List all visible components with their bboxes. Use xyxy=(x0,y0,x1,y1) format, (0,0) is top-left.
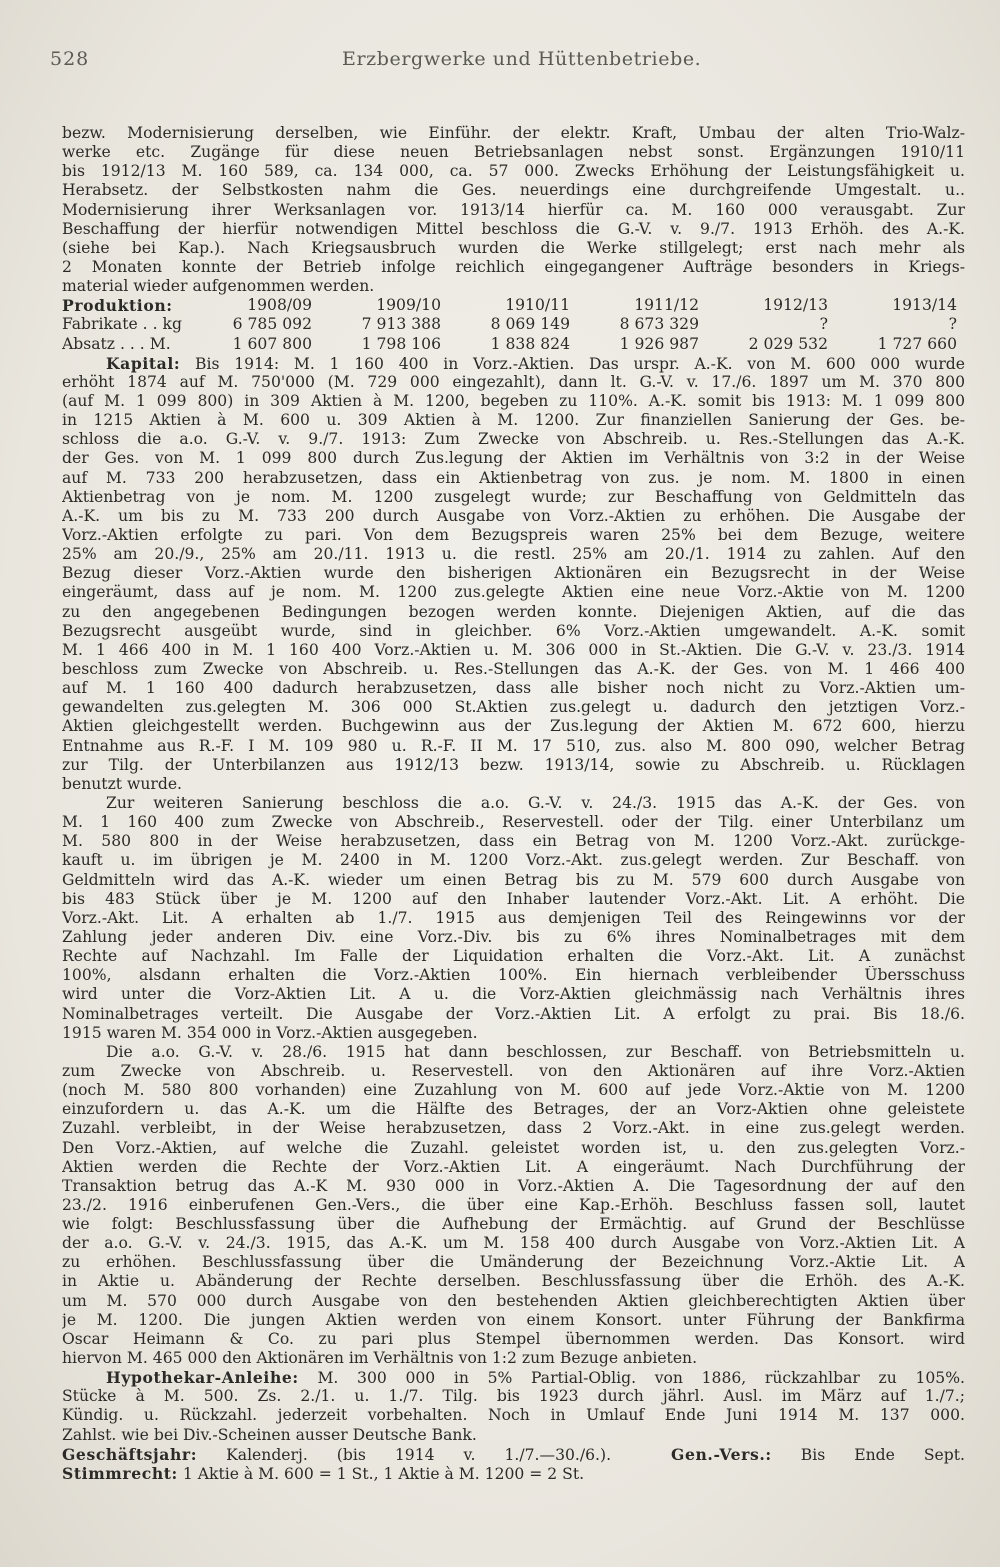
text-line: werke etc. Zugänge für diese neuen Betriebsanlagen nebst sonst. Ergänzungen 1910/11 xyxy=(62,143,965,162)
text-line: bezw. Modernisierung derselben, wie Einführ. der elektr. Kraft, Umbau der alten Trio-Walz- xyxy=(62,124,965,142)
text-line: Aktien gleichgestellt werden. Buchgewinn aus der Zus.legung der Aktien M. 672 600, hierzu xyxy=(62,717,965,736)
production-year: 1908/09 xyxy=(247,296,312,315)
production-cell: ? xyxy=(948,315,957,334)
production-cell: 8 069 149 xyxy=(490,315,570,334)
page-header xyxy=(50,38,964,78)
genvers-text: Bis Ende Sept. xyxy=(771,1445,965,1464)
text-line: material wieder aufgenommen werden. xyxy=(62,277,375,296)
production-year: 1910/11 xyxy=(505,296,570,315)
text-line: 1915 waren M. 354 000 in Vorz.-Aktien ausgegeben. xyxy=(62,1023,478,1042)
text-line: Entnahme aus R.-F. I M. 109 980 u. R.-F. II M. 17 510, zus. also M. 800 090, welcher Betrag xyxy=(62,736,965,755)
kapital-first-text: Bis 1914: M. 1 160 400 in Vorz.-Aktien. Das urspr. A.-K. von M. 600 000 wurde xyxy=(180,354,965,373)
text-line: 23./2. 1916 einberufenen Gen.-Vers., die über eine Kap.-Erhöh. Beschluss fassen soll, lautet xyxy=(62,1195,965,1214)
text-line: um M. 570 000 durch Ausgabe von den bestehenden Aktien gleichberechtigten Aktien über xyxy=(62,1291,965,1310)
production-year: 1911/12 xyxy=(634,296,699,315)
text-line: (auf M. 1 099 800) in 309 Aktien à M. 1200, begeben zu 110%. A.-K. somit bis 1913: M. 1 099 800 xyxy=(62,392,965,411)
text-line: der Ges. von M. 1 099 800 durch Zus.legung der Aktien im Verhältnis von 3:2 in der Weise xyxy=(62,449,965,468)
text-line: schloss die a.o. G.-V. v. 9./7. 1913: Zum Zwecke von Abschreib. u. Res.-Stellungen das A.-K. xyxy=(62,430,965,449)
section-hypothek xyxy=(62,1368,965,1445)
text-line: Zahlst. wie bei Div.-Scheinen ausser Deutsche Bank. xyxy=(62,1425,477,1444)
page-body xyxy=(62,124,965,1483)
text-line: Aktienbetrag von je nom. M. 1200 zusgelegt wurde; zur Beschaffung von Geldmitteln das xyxy=(62,487,965,506)
production-header-row xyxy=(62,296,965,315)
text-line: Die a.o. G.-V. v. 28./6. 1915 hat dann beschlossen, zur Beschaff. von Betriebsmitteln u. xyxy=(106,1042,965,1061)
hypothek-heading: Hypothekar-Anleihe: xyxy=(106,1368,299,1388)
production-cell: 2 029 532 xyxy=(748,334,828,353)
hypothek-body xyxy=(62,1387,965,1444)
text-line: Zahlung jeder anderen Div. eine Vorz.-Div. bis zu 6% ihres Nominalbetrages mit dem xyxy=(62,927,965,946)
para-sanierung-1915 xyxy=(62,794,965,1043)
genvers-heading: Gen.-Vers.: xyxy=(671,1444,772,1464)
production-row-fabrikate xyxy=(62,315,965,334)
production-cell: 7 913 388 xyxy=(361,315,441,334)
text-line: bis 1912/13 M. 160 589, ca. 134 000, ca. 57 000. Zwecks Erhöhung der Leistungsfähigkeit u. xyxy=(62,162,965,181)
text-line: Vorz.-Aktien erfolgte zu pari. Von dem Bezugspreis waren 25% bei dem Bezuge, weitere xyxy=(62,526,965,544)
text-line: (noch M. 580 800 vorhanden) eine Zuzahlung von M. 600 auf jede Vorz.-Aktie von M. 1200 xyxy=(62,1081,965,1100)
text-line: erhöht 1874 auf M. 750'000 (M. 729 000 eingezahlt), dann lt. G.-V. v. 17./6. 1897 um M. 370 800 xyxy=(62,372,965,391)
production-year: 1913/14 xyxy=(892,296,957,315)
text-line: M. 580 800 in der Weise herabzusetzen, dass ein Betrag von M. 1200 Vorz.-Akt. zurückge- xyxy=(62,832,965,851)
production-cell: 1 727 660 xyxy=(877,334,957,353)
text-line: Nominalbetrages verteilt. Die Ausgabe der Vorz.-Aktien Lit. A erfolgt zu prai. Bis 18./6. xyxy=(62,1004,965,1023)
text-line: Bezugsrecht ausgeübt wurde, sind in gleichber. 6% Vorz.-Aktien umgewandelt. A.-K. somit xyxy=(62,621,965,640)
production-row-label: Fabrikate . . kg xyxy=(62,315,182,334)
production-year: 1912/13 xyxy=(763,296,828,315)
text-line: M. 1 466 400 in M. 1 160 400 Vorz.-Aktien u. M. 306 000 in St.-Aktien. Die G.-V. v. 23./3. 1914 xyxy=(62,640,965,659)
production-cell: 8 673 329 xyxy=(619,315,699,334)
para-modernisierung xyxy=(62,124,965,296)
running-title: Erzbergwerke und Hüttenbetriebe. xyxy=(342,48,702,70)
text-line: einzufordern u. das A.-K. um die Hälfte des Betrages, der an Vorz-Aktien ohne geleistete xyxy=(62,1100,965,1119)
text-line: wird unter die Vorz-Aktien Lit. A u. die Vorz-Aktien gleichmässig nach Verhältnis ihres xyxy=(62,985,965,1004)
text-line: bis 483 Stück über je M. 1200 auf den Inhaber lautender Vorz.-Akt. Lit. A erhöht. Die xyxy=(62,889,965,908)
text-line: Bezug dieser Vorz.-Aktien wurde den bisherigen Aktionären ein Bezugsrecht in der Weise xyxy=(62,564,965,583)
text-line: auf M. 733 200 herabzusetzen, dass ein Aktienbetrag von zus. je nom. M. 1800 in einen xyxy=(62,468,965,487)
text-line: in Aktie u. Abänderung der Rechte derselben. Beschlussfassung über die Erhöh. des A.-K. xyxy=(62,1272,965,1291)
text-line: Transaktion betrug das A.-K M. 930 000 in Vorz.-Aktien A. Die Tagesordnung der auf den xyxy=(62,1176,965,1195)
text-line: gewandelten zus.gelegten M. 306 000 St.Aktien zus.gelegt u. dadurch den jetztigen Vorz.- xyxy=(62,698,965,717)
stimmrecht-text: 1 Aktie à M. 600 = 1 St., 1 Aktie à M. 1200 = 2 St. xyxy=(177,1464,585,1483)
text-line: Aktien werden die Rechte der Vorz.-Aktien Lit. A eingeräumt. Nach Durchführung der xyxy=(62,1157,965,1176)
text-line: Geldmitteln wird das A.-K. wieder um einen Betrag bis zu M. 579 600 durch Ausgabe von xyxy=(62,870,965,889)
kapital-first-line xyxy=(62,354,965,373)
text-line: zur Tilg. der Unterbilanzen aus 1912/13 bezw. 1913/14, sowie zu Abschreib. u. Rücklagen xyxy=(62,755,965,774)
text-line: benutzt wurde. xyxy=(62,774,183,793)
production-title: Produktion: xyxy=(62,296,173,316)
text-line: A.-K. um bis zu M. 733 200 durch Ausgabe von Vorz.-Aktien zu erhöhen. Die Ausgabe der xyxy=(62,506,965,525)
text-line: Kündig. u. Rückzahl. jederzeit vorbehalten. Noch in Umlauf Ende Juni 1914 M. 137 000. xyxy=(62,1406,965,1425)
geschaeftsjahr-line xyxy=(62,1445,965,1464)
text-line: Herabsetz. der Selbstkosten nahm die Ges. neuerdings eine durchgreifende Umgestalt. u.. xyxy=(62,181,965,200)
text-line: zu erhöhen. Beschlussfassung über die Umänderung der Bezeichnung Vorz.-Aktie Lit. A xyxy=(62,1253,965,1272)
text-line: Oscar Heimann & Co. zu pari plus Stempel übernommen werden. Das Konsort. wird xyxy=(62,1329,965,1348)
text-line: eingeräumt, dass auf je nom. M. 1200 zus.gelegte Aktien eine neue Vorz.-Aktie von M. 1200 xyxy=(62,583,965,602)
geschaeftsjahr-heading: Geschäftsjahr: xyxy=(62,1444,198,1464)
text-line: Den Vorz.-Aktien, auf welche die Zuzahl. geleistet worden ist, u. den zus.gelegten Vorz.- xyxy=(62,1138,965,1157)
para-tagesordnung-1916 xyxy=(62,1043,965,1368)
production-cell: 1 926 987 xyxy=(619,334,699,353)
text-line: der a.o. G.-V. v. 24./3. 1915, das A.-K. um M. 158 400 durch Ausgabe von Vorz.-Aktien Lit. A xyxy=(62,1234,965,1253)
kapital-heading: Kapital: xyxy=(106,353,181,373)
production-cell: 6 785 092 xyxy=(232,315,312,334)
text-line: hiervon M. 465 000 den Aktionären im Verhältnis von 1:2 zum Bezuge anbieten. xyxy=(62,1349,698,1368)
text-line: wie folgt: Beschlussfassung über die Aufhebung der Ermächtig. auf Grund der Beschlüsse xyxy=(62,1215,965,1234)
text-line: 100%, alsdann erhalten die Vorz.-Aktien 100%. Ein hiernach verbleibender Übersschuss xyxy=(62,966,965,985)
production-year: 1909/10 xyxy=(376,296,441,315)
hypothek-first-text: M. 300 000 in 5% Partial-Oblig. von 1886, rückzahlbar zu 105%. xyxy=(298,1369,965,1388)
text-line: Zuzahl. verbleibt, in der Weise herabzusetzen, dass 2 Vorz.-Akt. in eine zus.gelegt werden. xyxy=(62,1119,965,1138)
page-number: 528 xyxy=(50,48,90,70)
production-cell: 1 838 824 xyxy=(490,334,570,353)
text-line: Vorz.-Akt. Lit. A erhalten ab 1./7. 1915 aus demjenigen Teil des Reingewinns vor der xyxy=(62,908,965,927)
text-line: beschloss zum Zwecke von Abschreib. u. Res.-Stellungen das A.-K. der Ges. von M. 1 466 400 xyxy=(62,659,965,678)
text-line: 2 Monaten konnte der Betrieb infolge reichlich eingegangener Aufträge besonders in Kriegs- xyxy=(62,257,965,276)
stimmrecht-heading: Stimmrecht: xyxy=(62,1463,178,1483)
production-table xyxy=(62,296,965,353)
hypothek-first-line xyxy=(62,1368,965,1387)
text-line: Modernisierung ihrer Werksanlagen vor. 1913/14 hierfür ca. M. 160 000 verausgabt. Zur xyxy=(62,200,965,219)
production-row-absatz xyxy=(62,335,965,354)
production-cell: 1 607 800 xyxy=(232,334,312,353)
geschaeftsjahr-text: Kalenderj. (bis 1914 v. 1./7.—30./6.). xyxy=(197,1445,612,1464)
text-line: Beschaffung der hierfür notwendigen Mittel beschloss die G.-V. v. 9./7. 1913 Erhöh. des A.-K. xyxy=(62,219,965,238)
production-table-block xyxy=(62,296,965,353)
text-line: kauft u. im übrigen je M. 2400 in M. 1200 Vorz.-Akt. zus.gelegt werden. Zur Beschaff. von xyxy=(62,851,965,870)
text-line: Zur weiteren Sanierung beschloss die a.o. G.-V. v. 24./3. 1915 das A.-K. der Ges. von xyxy=(106,793,965,812)
section-kapital xyxy=(62,354,965,794)
text-line: M. 1 160 400 zum Zwecke von Abschreib., Reservestell. oder der Tilg. einer Unterbilanz um xyxy=(62,813,965,832)
text-line: auf M. 1 160 400 dadurch herabzusetzen, dass alle bisher noch nicht zu Vorz.-Aktien um- xyxy=(62,679,965,698)
text-line: in 1215 Aktien à M. 600 u. 309 Aktien à M. 1200. Zur finanziellen Sanierung der Ges. be- xyxy=(62,411,965,430)
text-line: (siehe bei Kap.). Nach Kriegsausbruch wurden die Werke stillgelegt; erst nach mehr als xyxy=(62,238,965,257)
text-line: 25% am 20./9., 25% am 20./11. 1913 u. die restl. 25% am 20./1. 1914 zu zahlen. Auf den xyxy=(62,545,965,564)
text-line: je M. 1200. Die jungen Aktien werden von einem Konsort. unter Führung der Bankfirma xyxy=(62,1310,965,1329)
kapital-body xyxy=(62,373,965,794)
text-line: zu den angegebenen Bedingungen bezogen werden konnte. Diejenigen Aktien, auf die das xyxy=(62,602,965,621)
production-row-label: Absatz . . . M. xyxy=(62,334,171,353)
text-line: Rechte auf Nachzahl. Im Falle der Liquidation erhalten die Vorz.-Akt. Lit. A zunächst xyxy=(62,947,965,966)
stimmrecht-line xyxy=(62,1464,965,1483)
text-line: Stücke à M. 500. Zs. 2./1. u. 1./7. Tilg. bis 1923 durch jährl. Ausl. im März auf 1./7.; xyxy=(62,1387,965,1406)
production-cell: ? xyxy=(819,315,828,334)
production-cell: 1 798 106 xyxy=(361,334,441,353)
text-line: zum Zwecke von Abschreib. u. Reservestell. von den Aktionären auf ihre Vorz.-Aktien xyxy=(62,1061,965,1080)
